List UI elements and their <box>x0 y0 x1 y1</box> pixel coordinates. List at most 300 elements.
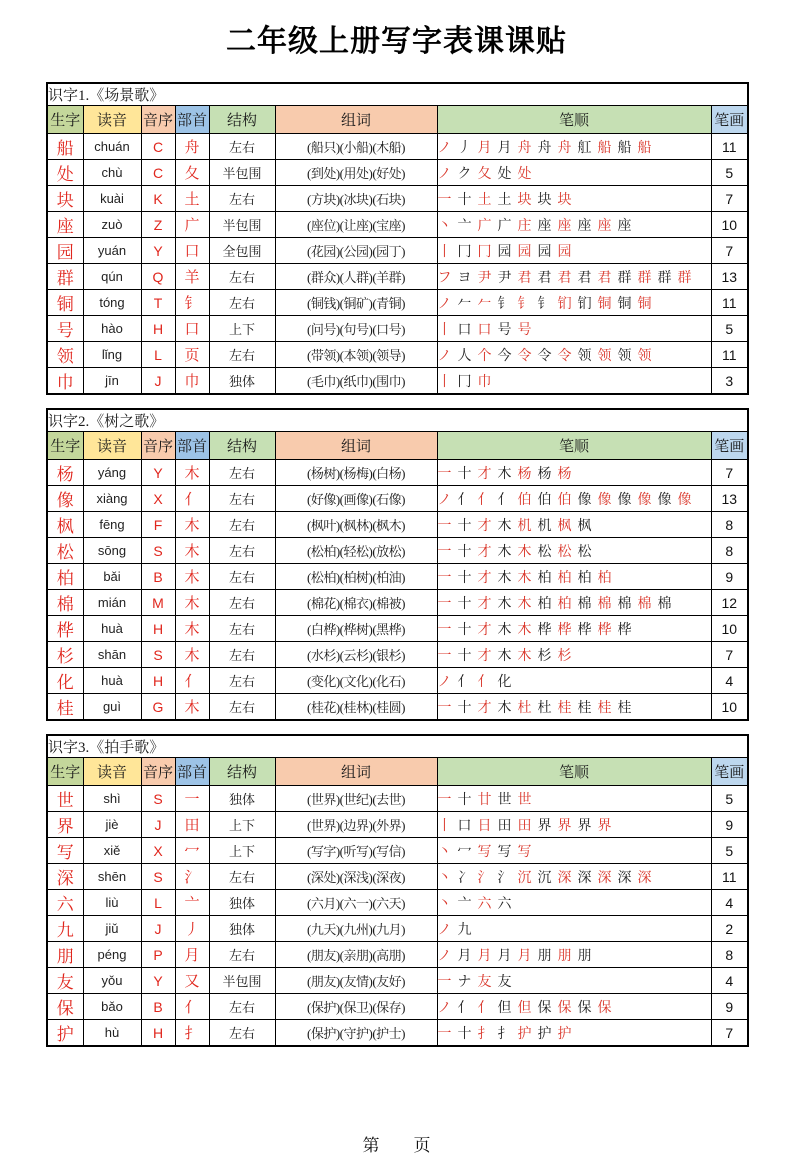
cell-pinyin: bǎi <box>83 564 141 590</box>
cell-stroke-count: 9 <box>711 994 748 1020</box>
cell-stroke-order <box>437 942 711 968</box>
stroke-step: ノ <box>437 296 452 312</box>
col-header-character: 生字 <box>47 106 83 134</box>
stroke-step: 号 <box>517 322 532 338</box>
table-row <box>47 864 748 890</box>
stroke-step: 木 <box>497 596 512 612</box>
cell-stroke-count: 8 <box>711 538 748 564</box>
cell-stroke-count: 5 <box>711 838 748 864</box>
cell-structure: 左右 <box>209 616 275 642</box>
cell-stroke-count: 8 <box>711 512 748 538</box>
stroke-step: 处 <box>517 166 532 182</box>
stroke-step: 十 <box>457 192 472 208</box>
cell-pinyin: yǒu <box>83 968 141 994</box>
col-header-character: 生字 <box>47 432 83 460</box>
cell-stroke-count: 7 <box>711 1020 748 1047</box>
col-header-stroke-count: 笔画 <box>711 758 748 786</box>
stroke-step: 群 <box>617 270 632 286</box>
stroke-step: 船 <box>617 140 632 156</box>
cell-stroke-count: 10 <box>711 212 748 238</box>
stroke-step: 写 <box>497 844 512 860</box>
vocab-table-2 <box>46 408 749 721</box>
stroke-step: 伯 <box>557 492 572 508</box>
cell-pinyin: péng <box>83 942 141 968</box>
cell-words: (杨树)(杨梅)(白杨) <box>275 460 437 486</box>
cell-stroke-count: 13 <box>711 486 748 512</box>
stroke-step: 木 <box>497 570 512 586</box>
cell-radical: 丿 <box>175 916 209 942</box>
stroke-step: 才 <box>477 648 492 664</box>
stroke-step: 像 <box>577 492 592 508</box>
stroke-step: 亻 <box>477 1000 492 1016</box>
cell-structure: 左右 <box>209 342 275 368</box>
cell-structure: 上下 <box>209 316 275 342</box>
cell-radical: 木 <box>175 512 209 538</box>
cell-pinyin: mián <box>83 590 141 616</box>
stroke-step: 桂 <box>617 700 632 716</box>
cell-words: (毛巾)(纸巾)(围巾) <box>275 368 437 395</box>
table-row <box>47 264 748 290</box>
cell-structure: 左右 <box>209 564 275 590</box>
cell-structure: 左右 <box>209 1020 275 1047</box>
col-header-structure: 结构 <box>209 758 275 786</box>
stroke-step: 丨 <box>437 244 452 260</box>
cell-character: 化 <box>47 668 83 694</box>
stroke-step: 个 <box>477 348 492 364</box>
cell-initial: S <box>141 538 175 564</box>
cell-pinyin: jiè <box>83 812 141 838</box>
stroke-step: 口 <box>457 322 472 338</box>
stroke-step: 广 <box>497 218 512 234</box>
stroke-step: ナ <box>457 974 472 990</box>
cell-stroke-order <box>437 994 711 1020</box>
cell-structure: 左右 <box>209 642 275 668</box>
stroke-step: 田 <box>517 818 532 834</box>
stroke-step: 尹 <box>497 270 512 286</box>
stroke-step: 月 <box>497 140 512 156</box>
cell-pinyin: chuán <box>83 134 141 160</box>
cell-stroke-count: 11 <box>711 864 748 890</box>
stroke-step: 君 <box>557 270 572 286</box>
stroke-step: 深 <box>617 870 632 886</box>
cell-initial: P <box>141 942 175 968</box>
stroke-step: 才 <box>477 466 492 482</box>
cell-initial: S <box>141 642 175 668</box>
stroke-step: 亠 <box>457 218 472 234</box>
stroke-step: 柏 <box>577 570 592 586</box>
cell-radical: 巾 <box>175 368 209 395</box>
cell-words: (花园)(公园)(园丁) <box>275 238 437 264</box>
cell-stroke-order <box>437 890 711 916</box>
cell-structure: 上下 <box>209 838 275 864</box>
stroke-step: 钅 <box>537 296 552 312</box>
stroke-step: 处 <box>497 166 512 182</box>
stroke-step: 园 <box>537 244 552 260</box>
stroke-step: 君 <box>577 270 592 286</box>
table-row <box>47 968 748 994</box>
stroke-step: 氵 <box>477 870 492 886</box>
cell-character: 柏 <box>47 564 83 590</box>
cell-stroke-order <box>437 968 711 994</box>
stroke-step: ク <box>457 166 472 182</box>
col-header-words: 组词 <box>275 106 437 134</box>
stroke-step: 九 <box>457 922 472 938</box>
stroke-step: 丿 <box>457 140 472 156</box>
cell-stroke-order <box>437 160 711 186</box>
stroke-step: 木 <box>497 700 512 716</box>
stroke-step: 才 <box>477 544 492 560</box>
stroke-step: 友 <box>477 974 492 990</box>
cell-initial: K <box>141 186 175 212</box>
cell-stroke-order <box>437 642 711 668</box>
stroke-step: 丶 <box>437 870 452 886</box>
cell-structure: 独体 <box>209 890 275 916</box>
cell-pinyin: bǎo <box>83 994 141 1020</box>
stroke-step: 园 <box>557 244 572 260</box>
stroke-step: 亻 <box>457 674 472 690</box>
stroke-step: 护 <box>537 1026 552 1042</box>
stroke-step: 桂 <box>597 700 612 716</box>
cell-stroke-count: 10 <box>711 694 748 721</box>
stroke-step: 伯 <box>517 492 532 508</box>
stroke-step: 冂 <box>477 244 492 260</box>
cell-initial: B <box>141 994 175 1020</box>
table-title-row <box>47 735 748 758</box>
stroke-step: 柏 <box>557 596 572 612</box>
stroke-step: ノ <box>437 348 452 364</box>
cell-character: 写 <box>47 838 83 864</box>
cell-structure: 半包围 <box>209 212 275 238</box>
stroke-step: 廿 <box>477 792 492 808</box>
cell-pinyin: shì <box>83 786 141 812</box>
cell-radical: 木 <box>175 538 209 564</box>
cell-initial: H <box>141 1020 175 1047</box>
cell-structure: 左右 <box>209 290 275 316</box>
cell-words: (问号)(句号)(口号) <box>275 316 437 342</box>
cell-pinyin: shēn <box>83 864 141 890</box>
col-header-radical: 部首 <box>175 106 209 134</box>
cell-stroke-order <box>437 512 711 538</box>
cell-initial: Q <box>141 264 175 290</box>
cell-pinyin: xiàng <box>83 486 141 512</box>
cell-structure: 独体 <box>209 368 275 395</box>
stroke-step: 木 <box>497 544 512 560</box>
stroke-step: 十 <box>457 544 472 560</box>
stroke-step: 杜 <box>537 700 552 716</box>
stroke-step: 棉 <box>637 596 652 612</box>
cell-stroke-count: 7 <box>711 238 748 264</box>
table-row <box>47 942 748 968</box>
stroke-step: 木 <box>517 544 532 560</box>
cell-words: (到处)(用处)(好处) <box>275 160 437 186</box>
stroke-step: 丶 <box>437 844 452 860</box>
cell-words: (带领)(本领)(领导) <box>275 342 437 368</box>
stroke-step: 领 <box>597 348 612 364</box>
cell-pinyin: qún <box>83 264 141 290</box>
stroke-step: 护 <box>517 1026 532 1042</box>
stroke-step: ノ <box>437 922 452 938</box>
stroke-step: 一 <box>437 466 452 482</box>
stroke-step: 才 <box>477 596 492 612</box>
cell-character: 保 <box>47 994 83 1020</box>
stroke-step: 才 <box>477 570 492 586</box>
stroke-step: 松 <box>577 544 592 560</box>
cell-stroke-order <box>437 316 711 342</box>
table-row <box>47 668 748 694</box>
stroke-step: 保 <box>557 1000 572 1016</box>
stroke-step: 十 <box>457 700 472 716</box>
cell-stroke-order <box>437 264 711 290</box>
stroke-step: 界 <box>577 818 592 834</box>
stroke-step: 田 <box>497 818 512 834</box>
stroke-step: 土 <box>497 192 512 208</box>
table-row <box>47 812 748 838</box>
cell-words: (好像)(画像)(石像) <box>275 486 437 512</box>
cell-radical: 土 <box>175 186 209 212</box>
stroke-step: 保 <box>577 1000 592 1016</box>
stroke-step: 像 <box>657 492 672 508</box>
table-row <box>47 486 748 512</box>
stroke-step: 夂 <box>477 166 492 182</box>
stroke-step: 领 <box>577 348 592 364</box>
table-header-row <box>47 432 748 460</box>
stroke-step: 座 <box>537 218 552 234</box>
cell-radical: 亠 <box>175 890 209 916</box>
stroke-step: 令 <box>517 348 532 364</box>
cell-words: (水杉)(云杉)(银杉) <box>275 642 437 668</box>
stroke-step: 界 <box>537 818 552 834</box>
cell-stroke-count: 5 <box>711 160 748 186</box>
stroke-step: 杜 <box>517 700 532 716</box>
vocab-table-1 <box>46 82 749 395</box>
cell-stroke-order <box>437 290 711 316</box>
cell-words: (白桦)(桦树)(黑桦) <box>275 616 437 642</box>
stroke-step: 化 <box>497 674 512 690</box>
stroke-step: 界 <box>557 818 572 834</box>
cell-initial: Y <box>141 968 175 994</box>
cell-stroke-order <box>437 1020 711 1047</box>
cell-radical: 木 <box>175 564 209 590</box>
cell-structure: 左右 <box>209 512 275 538</box>
cell-stroke-order <box>437 590 711 616</box>
table-header-row <box>47 106 748 134</box>
cell-stroke-count: 4 <box>711 668 748 694</box>
stroke-step: 庄 <box>517 218 532 234</box>
cell-character: 座 <box>47 212 83 238</box>
cell-pinyin: yuán <box>83 238 141 264</box>
cell-radical: 一 <box>175 786 209 812</box>
cell-pinyin: shān <box>83 642 141 668</box>
stroke-step: 舟 <box>517 140 532 156</box>
stroke-step: 冂 <box>457 244 472 260</box>
stroke-step: 六 <box>497 896 512 912</box>
stroke-step: ノ <box>437 140 452 156</box>
stroke-step: 但 <box>497 1000 512 1016</box>
cell-radical: 又 <box>175 968 209 994</box>
cell-stroke-order <box>437 786 711 812</box>
stroke-step: 一 <box>437 544 452 560</box>
stroke-step: 六 <box>477 896 492 912</box>
cell-words: (铜钱)(铜矿)(青铜) <box>275 290 437 316</box>
table-row <box>47 212 748 238</box>
cell-structure: 左右 <box>209 864 275 890</box>
col-header-words: 组词 <box>275 758 437 786</box>
cell-stroke-count: 7 <box>711 186 748 212</box>
stroke-step: 亻 <box>477 492 492 508</box>
stroke-step: 柏 <box>537 570 552 586</box>
stroke-step: 木 <box>497 518 512 534</box>
stroke-step: 铜 <box>597 296 612 312</box>
table-header-row <box>47 758 748 786</box>
stroke-step: 十 <box>457 518 472 534</box>
cell-structure: 左右 <box>209 694 275 721</box>
cell-radical: 木 <box>175 590 209 616</box>
tables-container <box>46 82 747 1047</box>
table-title: 识字1.《场景歌》 <box>47 83 748 106</box>
col-header-character: 生字 <box>47 758 83 786</box>
cell-stroke-count: 13 <box>711 264 748 290</box>
cell-words: (松柏)(轻松)(放松) <box>275 538 437 564</box>
cell-pinyin: huà <box>83 616 141 642</box>
cell-structure: 左右 <box>209 668 275 694</box>
stroke-step: 群 <box>637 270 652 286</box>
col-header-pinyin: 读音 <box>83 758 141 786</box>
stroke-step: 一 <box>437 792 452 808</box>
stroke-step: 一 <box>437 192 452 208</box>
cell-radical: 口 <box>175 238 209 264</box>
cell-pinyin: liù <box>83 890 141 916</box>
cell-pinyin: xiě <box>83 838 141 864</box>
cell-pinyin: tóng <box>83 290 141 316</box>
table-row <box>47 838 748 864</box>
cell-stroke-count: 5 <box>711 786 748 812</box>
cell-words: (写字)(听写)(写信) <box>275 838 437 864</box>
stroke-step: 十 <box>457 622 472 638</box>
table-row <box>47 1020 748 1047</box>
cell-words: (群众)(人群)(羊群) <box>275 264 437 290</box>
cell-words: (枫叶)(枫林)(枫木) <box>275 512 437 538</box>
table-title-row <box>47 409 748 432</box>
cell-stroke-count: 3 <box>711 368 748 395</box>
stroke-step: 扌 <box>477 1026 492 1042</box>
stroke-step: 号 <box>497 322 512 338</box>
table-row <box>47 590 748 616</box>
cell-initial: L <box>141 890 175 916</box>
stroke-step: 领 <box>617 348 632 364</box>
stroke-step: 月 <box>477 140 492 156</box>
cell-stroke-order <box>437 864 711 890</box>
stroke-step: 丨 <box>437 322 452 338</box>
cell-radical: 木 <box>175 694 209 721</box>
stroke-step: 土 <box>477 192 492 208</box>
cell-stroke-count: 2 <box>711 916 748 942</box>
stroke-step: 一 <box>437 596 452 612</box>
cell-initial: X <box>141 838 175 864</box>
col-header-stroke-order: 笔顺 <box>437 106 711 134</box>
cell-character: 友 <box>47 968 83 994</box>
cell-stroke-count: 7 <box>711 642 748 668</box>
col-header-pinyin: 读音 <box>83 106 141 134</box>
cell-character: 棉 <box>47 590 83 616</box>
stroke-step: 亻 <box>477 674 492 690</box>
stroke-step: 丶 <box>437 218 452 234</box>
stroke-step: 桦 <box>617 622 632 638</box>
cell-structure: 左右 <box>209 994 275 1020</box>
stroke-step: 亠 <box>457 896 472 912</box>
stroke-step: 铜 <box>637 296 652 312</box>
cell-pinyin: jiǔ <box>83 916 141 942</box>
cell-stroke-count: 9 <box>711 812 748 838</box>
stroke-step: 深 <box>637 870 652 886</box>
stroke-step: 机 <box>537 518 552 534</box>
stroke-step: 座 <box>577 218 592 234</box>
stroke-step: 钔 <box>577 296 592 312</box>
cell-stroke-count: 4 <box>711 890 748 916</box>
cell-structure: 左右 <box>209 134 275 160</box>
cell-radical: 羊 <box>175 264 209 290</box>
table-row <box>47 916 748 942</box>
stroke-step: 丨 <box>437 374 452 390</box>
stroke-step: 块 <box>517 192 532 208</box>
cell-character: 巾 <box>47 368 83 395</box>
cell-radical: 广 <box>175 212 209 238</box>
col-header-words: 组词 <box>275 432 437 460</box>
stroke-step: 十 <box>457 1026 472 1042</box>
stroke-step: 才 <box>477 700 492 716</box>
stroke-step: 君 <box>537 270 552 286</box>
cell-structure: 上下 <box>209 812 275 838</box>
cell-stroke-order <box>437 460 711 486</box>
col-header-stroke-order: 笔顺 <box>437 432 711 460</box>
stroke-step: 一 <box>437 518 452 534</box>
stroke-step: 桦 <box>557 622 572 638</box>
cell-radical: 页 <box>175 342 209 368</box>
cell-character: 界 <box>47 812 83 838</box>
stroke-step: 舡 <box>577 140 592 156</box>
stroke-step: 棉 <box>617 596 632 612</box>
table-row <box>47 694 748 721</box>
cell-words: (保护)(保卫)(保存) <box>275 994 437 1020</box>
stroke-step: 木 <box>517 570 532 586</box>
cell-character: 枫 <box>47 512 83 538</box>
stroke-step: 亻 <box>457 492 472 508</box>
cell-radical: 亻 <box>175 668 209 694</box>
cell-stroke-order <box>437 694 711 721</box>
cell-character: 号 <box>47 316 83 342</box>
stroke-step: 口 <box>477 322 492 338</box>
col-header-structure: 结构 <box>209 106 275 134</box>
stroke-step: 保 <box>537 1000 552 1016</box>
stroke-step: 座 <box>617 218 632 234</box>
stroke-step: 尹 <box>477 270 492 286</box>
table-row <box>47 616 748 642</box>
cell-character: 块 <box>47 186 83 212</box>
stroke-step: 口 <box>457 818 472 834</box>
stroke-step: ノ <box>437 674 452 690</box>
cell-stroke-order <box>437 838 711 864</box>
cell-words: (世界)(边界)(外界) <box>275 812 437 838</box>
stroke-step: 今 <box>497 348 512 364</box>
stroke-step: 机 <box>517 518 532 534</box>
cell-words: (朋友)(友情)(友好) <box>275 968 437 994</box>
cell-initial: J <box>141 812 175 838</box>
cell-stroke-count: 11 <box>711 342 748 368</box>
stroke-step: 沉 <box>517 870 532 886</box>
cell-stroke-order <box>437 538 711 564</box>
stroke-step: 木 <box>517 622 532 638</box>
cell-radical: 木 <box>175 616 209 642</box>
cell-character: 朋 <box>47 942 83 968</box>
